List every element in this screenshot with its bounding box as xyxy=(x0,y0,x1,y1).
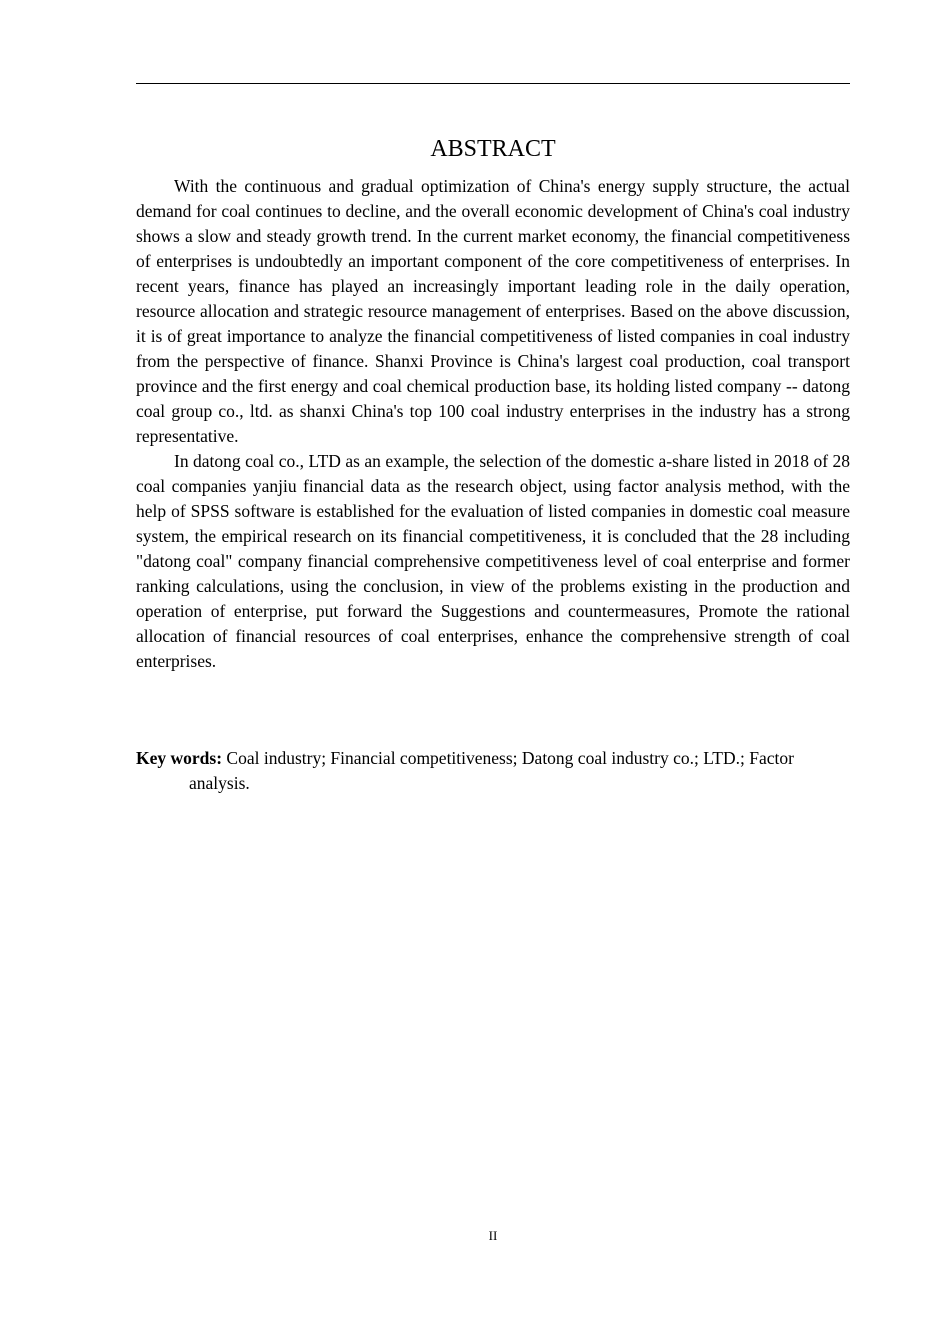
page-number: II xyxy=(488,1228,498,1243)
abstract-title: ABSTRACT xyxy=(430,136,556,162)
abstract-paragraph-2: In datong coal co., LTD as an example, the selection of the domestic a-share listed in 2018 of 28 coal companies yanjiu financial data as the research object, using factor analysis method, with the help of SPSS software is established for the evaluation of listed companies in domestic coal measure system, the empirical research on its financial competitiveness, it is concluded that the 28 including "datong coal" company financial comprehensive competitiveness level of coal enterprise and former ranking calculations, using the conclusion, in view of the problems existing in the production and operation of enterprise, put forward the Suggestions and countermeasures, Promote the rational allocation of financial resources of coal enterprises, enhance the comprehensive strength of coal enterprises. xyxy=(136,451,850,671)
keywords-label: Key words: xyxy=(136,748,223,768)
keywords-text: Coal industry; Financial competitiveness; Datong coal industry co.; LTD.; Factor analysis. xyxy=(189,748,794,793)
header-rule xyxy=(136,83,850,84)
abstract-paragraph-1: With the continuous and gradual optimization of China's energy supply structure, the actual demand for coal continues to decline, and the overall economic development of China's coal industry shows a slow and steady growth trend. In the current market economy, the financial competitiveness of enterprises is undoubtedly an important component of the core competitiveness of enterprises. In recent years, finance has played an increasingly important leading role in the daily operation, resource allocation and strategic resource management of enterprises. Based on the above discussion, it is of great importance to analyze the financial competitiveness of listed companies in coal industry from the perspective of finance. Shanxi Province is China's largest coal production, coal transport province and the first energy and coal chemical production base, its holding listed company -- datong coal group co., ltd. as shanxi China's top 100 coal industry enterprises in the industry has a strong representative. xyxy=(136,176,850,446)
keywords-line xyxy=(136,746,850,796)
abstract-body xyxy=(136,174,850,674)
